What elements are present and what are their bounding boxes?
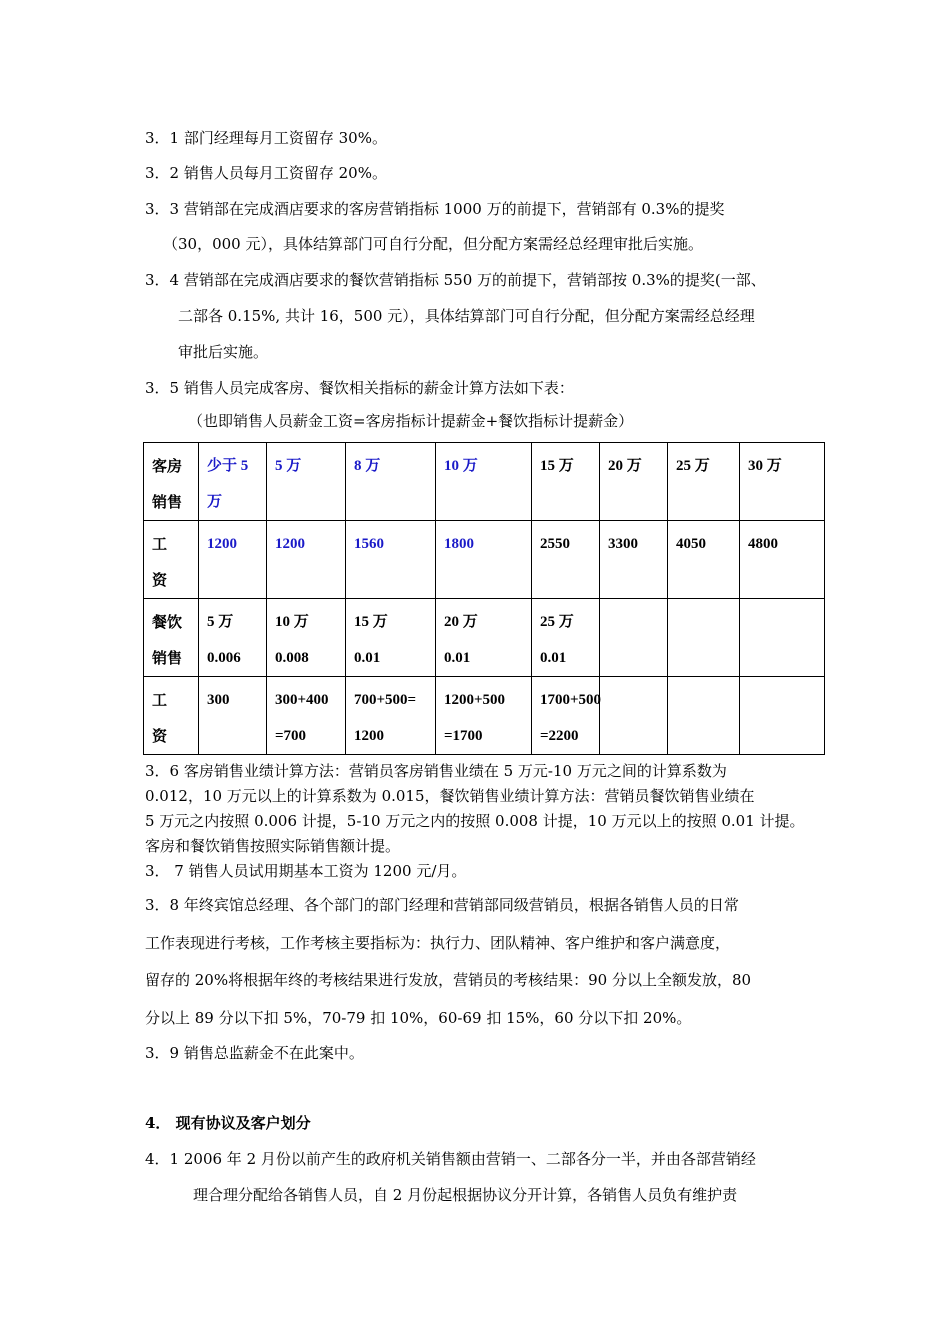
table-cell: 25 万 (668, 443, 740, 521)
table-cell: 5 万 (267, 443, 346, 521)
table-cell: 10 万 0.008 (267, 599, 346, 677)
table-cell: 1200+500 =1700 (436, 677, 532, 755)
table-cell: 20 万 0.01 (436, 599, 532, 677)
table-cell: 25 万 0.01 (532, 599, 600, 677)
para-3-2: 3．2 销售人员每月工资留存 20%。 (145, 164, 387, 182)
table-cell-empty (740, 599, 825, 677)
para-3-8-line4: 分以上 89 分以下扣 5%，70-79 扣 10%，60-69 扣 15%，60 分以下扣 20%。 (145, 1009, 692, 1027)
table-cell: 15 万 0.01 (346, 599, 436, 677)
para-3-5: 3．5 销售人员完成客房、餐饮相关指标的薪金计算方法如下表： (145, 379, 574, 397)
para-3-7: 3． 7 销售人员试用期基本工资为 1200 元/月。 (145, 862, 467, 880)
table-cell-empty (740, 677, 825, 755)
row-label: 工 资 (144, 521, 199, 599)
table-cell: 1560 (346, 521, 436, 599)
table-cell: 10 万 (436, 443, 532, 521)
para-3-8-line1: 3．8 年终宾馆总经理、各个部门的部门经理和营销部同级营销员，根据各销售人员的日常 (145, 896, 739, 914)
table-cell: 1200 (199, 521, 267, 599)
table-cell: 1800 (436, 521, 532, 599)
table-cell-empty (600, 599, 668, 677)
para-3-8-line2: 工作表现进行考核，工作考核主要指标为：执行力、团队精神、客户维护和客户满意度， (145, 934, 731, 952)
para-3-6-line4: 客房和餐饮销售按照实际销售额计提。 (145, 837, 401, 855)
para-3-8-line3: 留存的 20%将根据年终的考核结果进行发放，营销员的考核结果：90 分以上全额发放，80 (145, 971, 752, 989)
row-label: 餐饮 销售 (144, 599, 199, 677)
table-cell: 8 万 (346, 443, 436, 521)
para-4-1-line2: 理合理分配给各销售人员，自 2 月份起根据协议分开计算，各销售人员负有维护责 (193, 1186, 738, 1204)
table-cell: 3300 (600, 521, 668, 599)
table-cell: 30 万 (740, 443, 825, 521)
para-3-9: 3．9 销售总监薪金不在此案中。 (145, 1044, 364, 1062)
row-label: 客房 销售 (144, 443, 199, 521)
para-3-6-line1: 3．6 客房销售业绩计算方法：营销员客房销售业绩在 5 万元-10 万元之间的计算系数为 (145, 762, 727, 780)
table-cell-empty (600, 677, 668, 755)
para-3-3-line1: 3．3 营销部在完成酒店要求的客房营销指标 1000 万的前提下，营销部有 0.3%的提奖 (145, 200, 725, 218)
table-cell: 4050 (668, 521, 740, 599)
table-cell-empty (668, 599, 740, 677)
table-cell: 1200 (267, 521, 346, 599)
para-3-5-note: （也即销售人员薪金工资=客房指标计提薪金+餐饮指标计提薪金） (188, 412, 634, 430)
section-heading-4: 4． 现有协议及客户划分 (145, 1114, 311, 1132)
table-cell: 5 万 0.006 (199, 599, 267, 677)
table-cell: 300+400 =700 (267, 677, 346, 755)
table-cell: 少于 5 万 (199, 443, 267, 521)
table-row-food-salary (144, 677, 825, 755)
table-cell-empty (668, 677, 740, 755)
table-cell: 300 (199, 677, 267, 755)
para-3-4-line3: 审批后实施。 (178, 343, 269, 361)
table-cell: 700+500= 1200 (346, 677, 436, 755)
para-3-6-line2: 0.012，10 万元以上的计算系数为 0.015，餐饮销售业绩计算方法：营销员餐饮销售业绩在 (145, 787, 755, 805)
table-row-room-salary (144, 521, 825, 599)
table-cell: 2550 (532, 521, 600, 599)
para-3-3-line2: （30，000 元），具体结算部门可自行分配，但分配方案需经总经理审批后实施。 (163, 235, 703, 253)
table-cell: 1700+500 =2200 (532, 677, 600, 755)
row-label: 工 资 (144, 677, 199, 755)
para-3-4-line2: 二部各 0.15%, 共计 16，500 元），具体结算部门可自行分配，但分配方案需经总经理 (178, 307, 755, 325)
table-cell: 20 万 (600, 443, 668, 521)
salary-table (143, 442, 825, 755)
table-row-food-sales (144, 599, 825, 677)
para-3-6-line3: 5 万元之内按照 0.006 计提，5-10 万元之内的按照 0.008 计提，10 万元以上的按照 0.01 计提。 (145, 812, 805, 830)
para-3-4-line1: 3．4 营销部在完成酒店要求的餐饮营销指标 550 万的前提下，营销部按 0.3%的提奖(一部、 (145, 271, 766, 289)
table-cell: 4800 (740, 521, 825, 599)
table-row-room-sales (144, 443, 825, 521)
para-3-1: 3．1 部门经理每月工资留存 30%。 (145, 129, 387, 147)
para-4-1-line1: 4．1 2006 年 2 月份以前产生的政府机关销售额由营销一、二部各分一半，并由各部营销经 (145, 1150, 756, 1168)
table-cell: 15 万 (532, 443, 600, 521)
